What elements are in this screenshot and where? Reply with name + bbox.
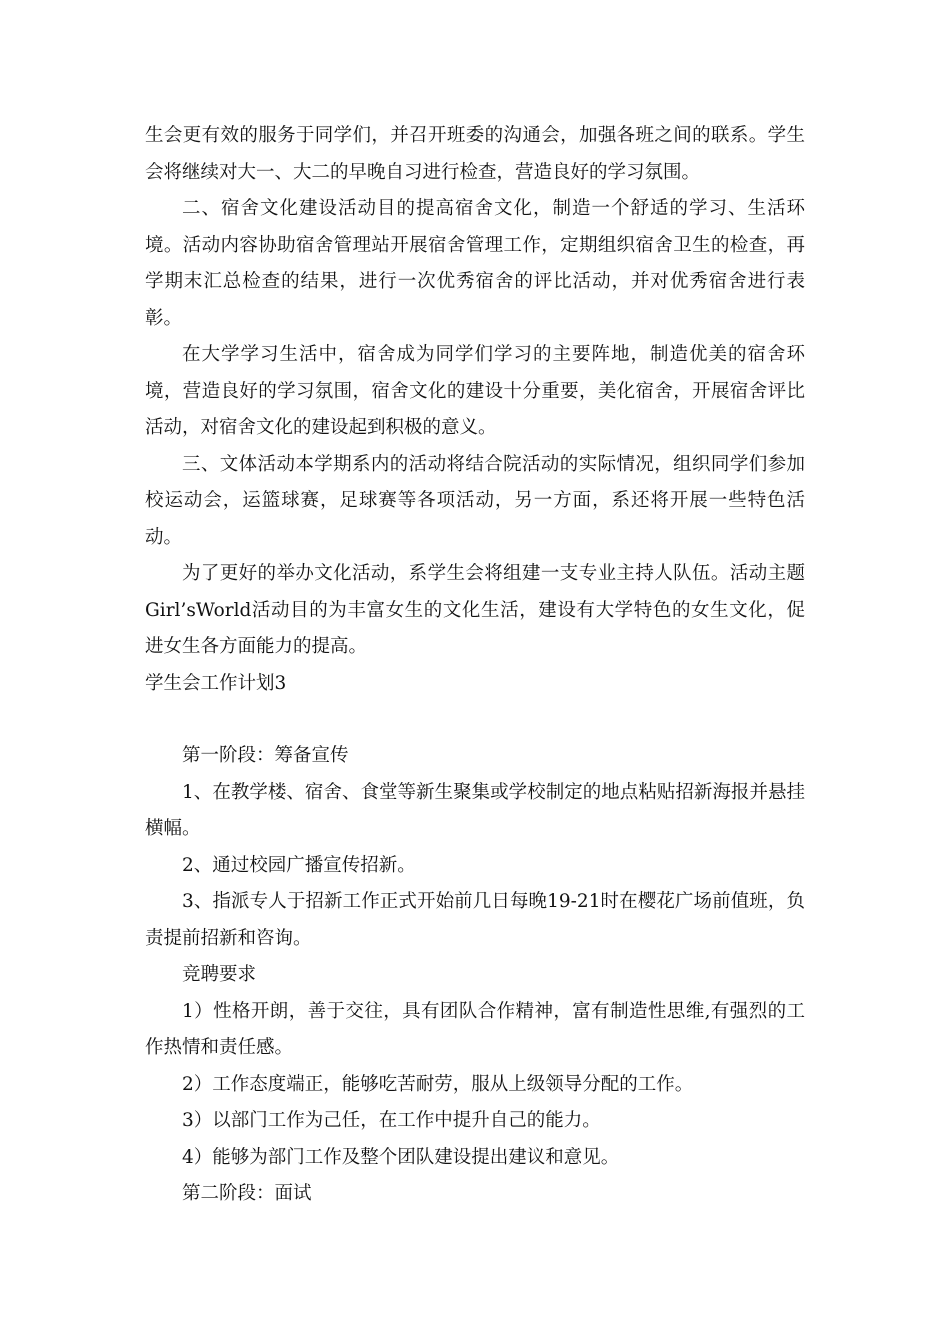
section-part1	[145, 118, 805, 666]
paragraph: 第二阶段：面试	[182, 1183, 312, 1204]
paragraph: 1、在教学楼、宿舍、食堂等新生聚集或学校制定的地点粘贴招新海报并悬挂横幅。	[145, 781, 805, 839]
paragraph: 生会更有效的服务于同学们，并召开班委的沟通会，加强各班之间的联系。学生会将继续对大一、大二的早晚自习进行检查，营造良好的学习氛围。	[145, 125, 805, 183]
paragraph: 1）性格开朗，善于交往，具有团队合作精神，富有制造性思维,有强烈的工作热情和责任感。	[145, 1000, 805, 1058]
section-part2	[145, 738, 805, 1213]
paragraph: 二、宿舍文化建设活动目的提高宿舍文化，制造一个舒适的学习、生活环境。活动内容协助宿舍管理站开展宿舍管理工作，定期组织宿舍卫生的检查，再学期末汇总检查的结果，进行一次优秀宿舍的评比活动，并对优秀宿舍进行表彰。	[145, 198, 805, 329]
section-title: 学生会工作计划3	[145, 672, 287, 694]
document-body	[145, 118, 805, 1213]
paragraph: 3）以部门工作为己任，在工作中提升自己的能力。	[182, 1110, 601, 1131]
paragraph: 2）工作态度端正，能够吃苦耐劳，服从上级领导分配的工作。	[182, 1073, 694, 1095]
paragraph: 4）能够为部门工作及整个团队建设提出建议和意见。	[182, 1146, 620, 1168]
paragraph: 在大学学习生活中，宿舍成为同学们学习的主要阵地，制造优美的宿舍环境，营造良好的学习氛围，宿舍文化的建设十分重要，美化宿舍，开展宿舍评比活动，对宿舍文化的建设起到积极的意义。	[145, 344, 805, 438]
paragraph: 第一阶段：筹备宣传	[182, 745, 349, 766]
paragraph: 竞聘要求	[182, 964, 257, 985]
paragraph: 3、指派专人于招新工作正式开始前几日每晚19-21时在樱花广场前值班，负责提前招新和咨询。	[145, 891, 805, 949]
paragraph: 2、通过校园广播宣传招新。	[182, 854, 416, 876]
paragraph: 为了更好的举办文化活动，系学生会将组建一支专业主持人队伍。活动主题Girl’sWorld活动目的为丰富女生的文化生活，建设有大学特色的女生文化，促进女生各方面能力的提高。	[145, 563, 805, 657]
blank-line	[145, 702, 805, 738]
paragraph: 三、文体活动本学期系内的活动将结合院活动的实际情况，组织同学们参加校运动会，运篮球赛，足球赛等各项活动，另一方面，系还将开展一些特色活动。	[145, 453, 805, 548]
